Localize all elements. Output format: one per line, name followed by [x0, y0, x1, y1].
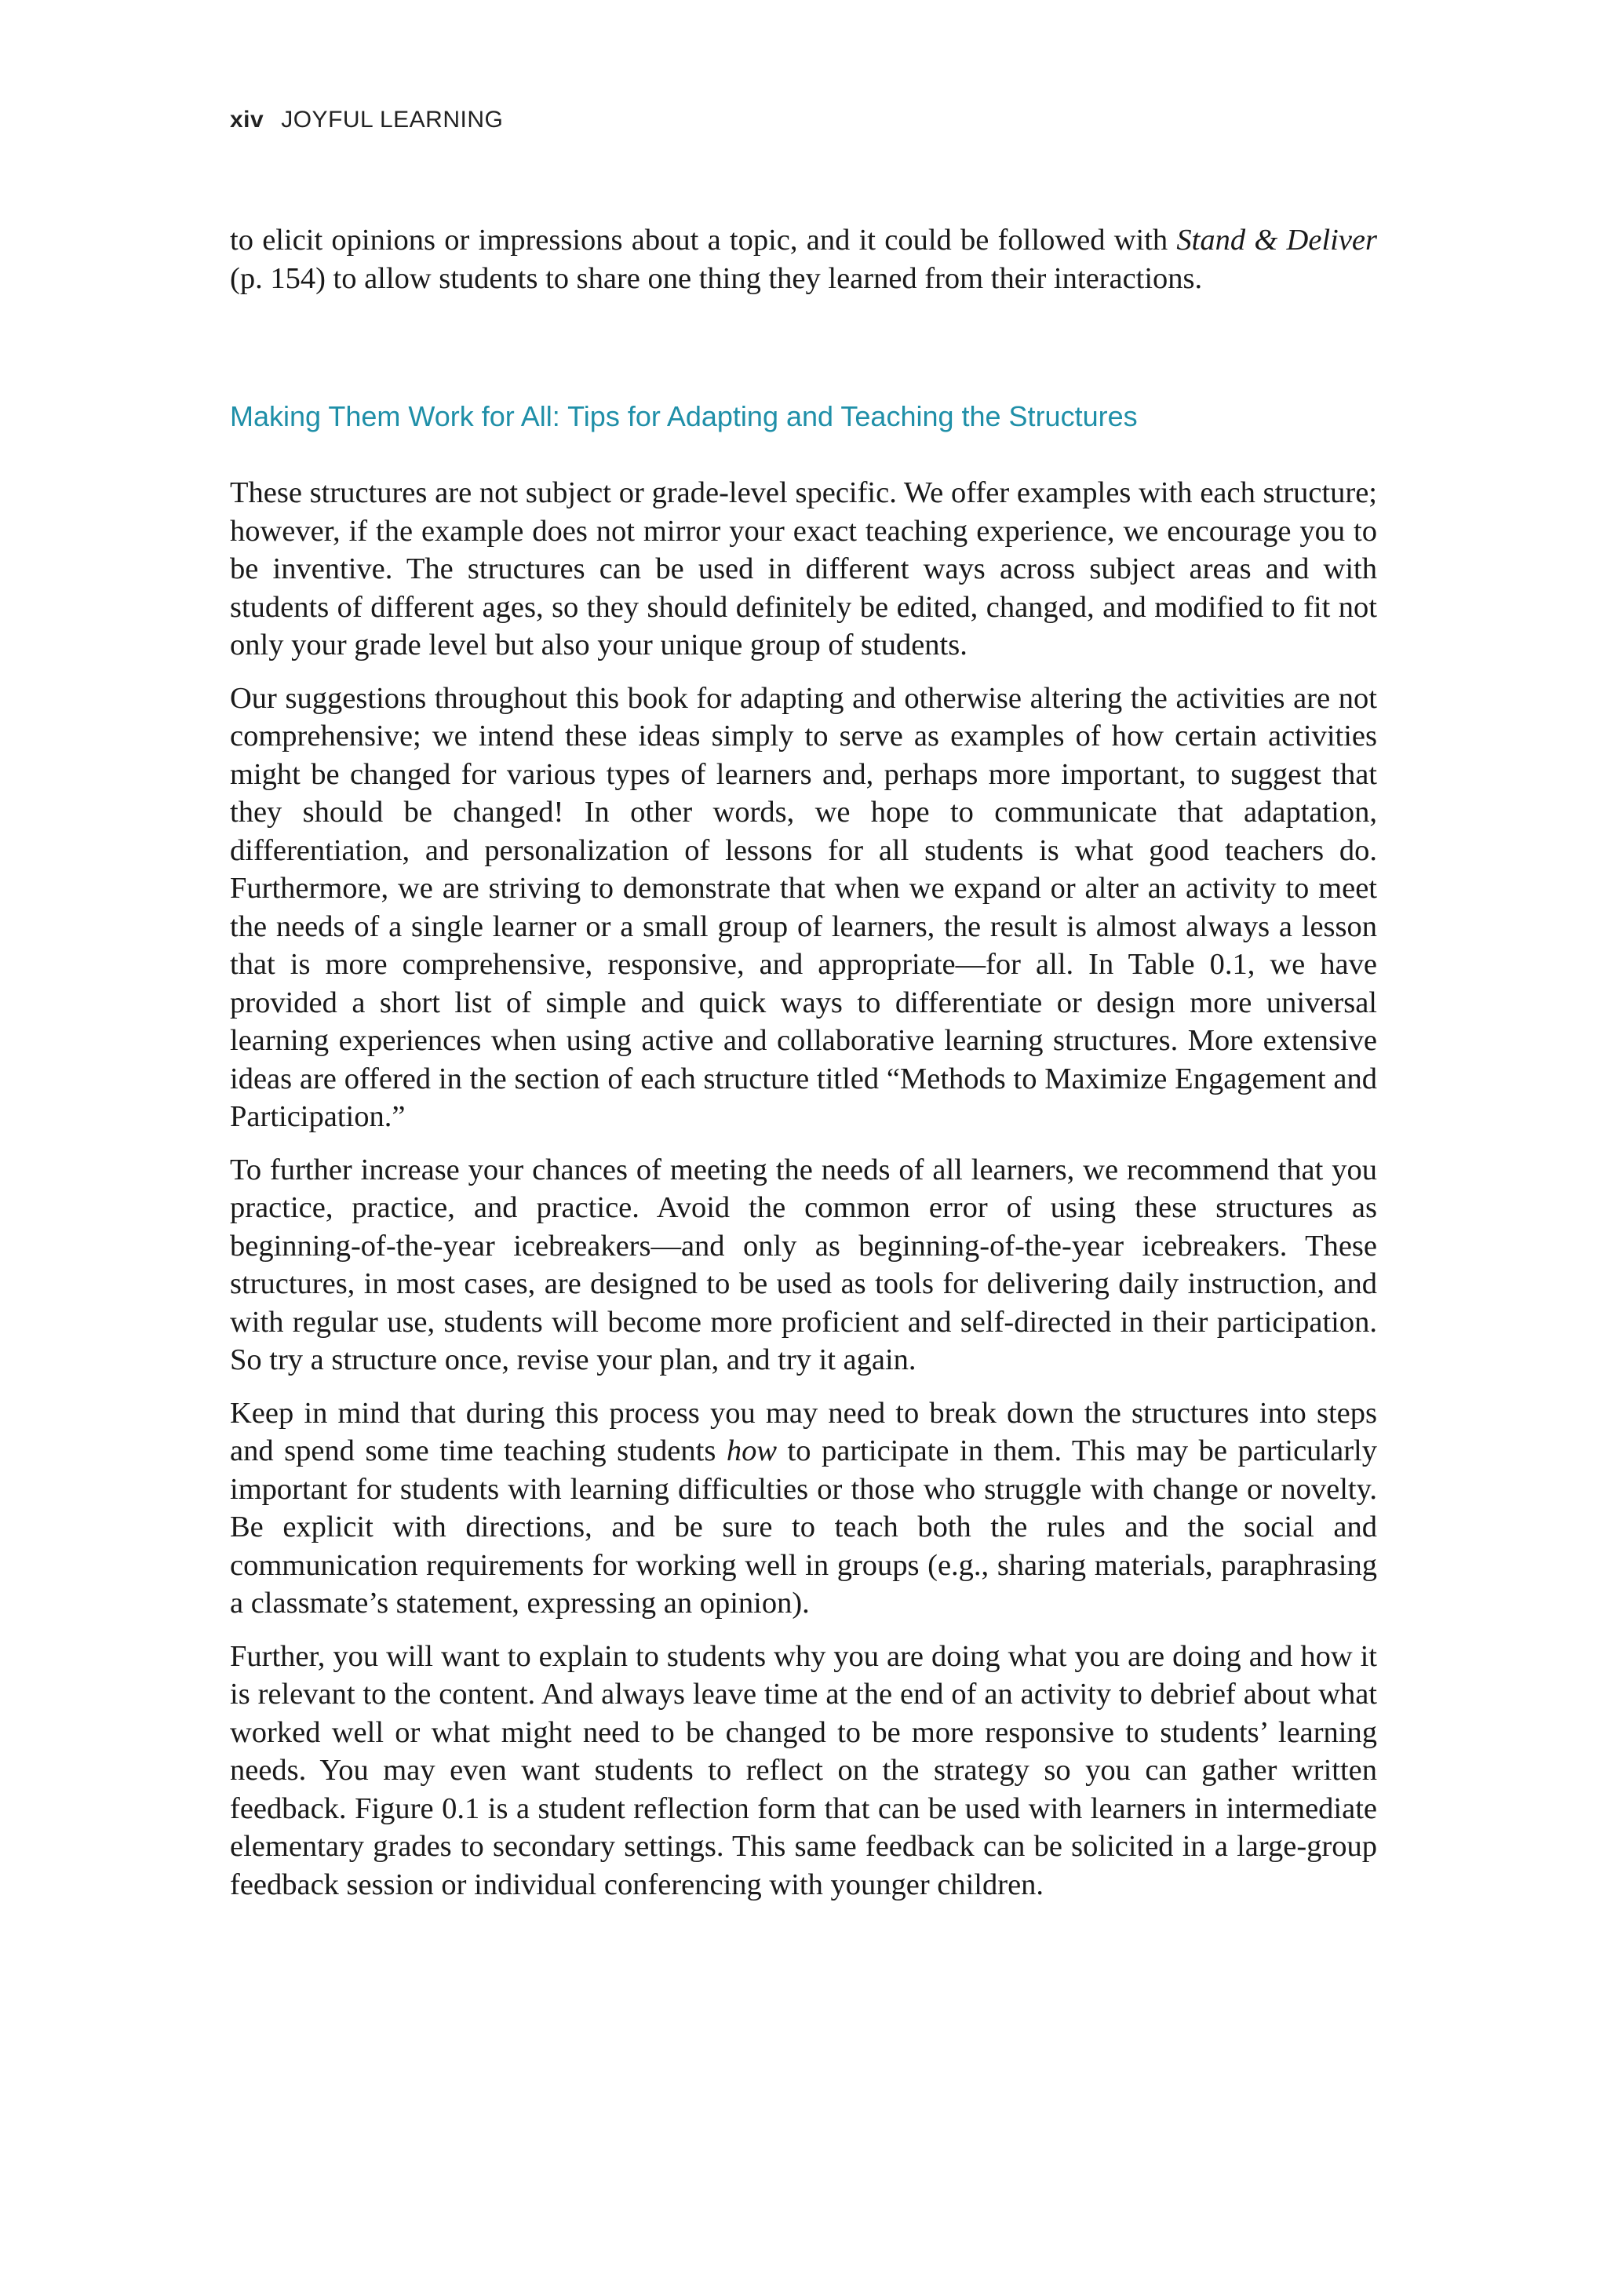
paragraph-2: Our suggestions throughout this book for adapting and otherwise altering the activities are not comprehensive; we intend these ideas simply to serve as examples of how certain activities might be changed for various types of learners and, perhaps more important, to suggest that they should be changed! In other words, we hope to communicate that adaptation, differentiation, and personalization of lessons for all students is what good teachers do. Furthermore, we are striving to demonstrate that when we expand or alter an activity to meet the needs of a single learner or a small group of learners, the result is almost always a lesson that is more comprehensive, responsive, and appropriate—for all. In Table 0.1, we have provided a short list of simple and quick ways to differentiate or design more universal learning experiences when using active and collaborative learning structures. More extensive ideas are offered in the section of each structure titled “Methods to Maximize Engagement and Participation.” [230, 681, 1377, 1133]
main-text-block [230, 474, 1377, 1919]
paragraph-4-italic: how [726, 1434, 778, 1467]
paragraph-1: These structures are not subject or grade-level specific. We offer examples with each structure; however, if the example does not mirror your exact teaching experience, we encourage you to be inventive. The structures can be used in different ways across subject areas and with students of different ages, so they should definitely be edited, changed, and modified to fit not only your grade level but also your unique group of students. [230, 476, 1377, 661]
paragraph-5: Further, you will want to explain to students why you are doing what you are doing and how it is relevant to the content. And always leave time at the end of an activity to debrief about what worked well or what might need to be changed to be more responsive to students’ learning needs. You may even want students to reflect on the strategy so you can gather written feedback. Figure 0.1 is a student reflection form that can be used with learners in intermediate elementary grades to secondary settings. This same feedback can be solicited in a large-group feedback session or individual conferencing with younger children. [230, 1639, 1377, 1901]
paragraph-4-text-2: to participate in them. This may be particularly important for students with learning difficulties or those who struggle with change or novelty. Be explicit with directions, and be sure to teach both the rules and the social and communication requirements for working well in groups (e.g., sharing materials, paraphrasing a classmate’s statement, expressing an opinion). [230, 1434, 1377, 1620]
lead-italic-title: Stand & Deliver [1176, 224, 1378, 257]
lead-text-1: to elicit opinions or impressions about a topic, and it could be followed with [230, 224, 1177, 257]
book-title: JOYFUL LEARNING [281, 107, 504, 133]
paragraph-4-text-1: Keep in mind that during this process you may need to break down the structures into steps and spend some time teaching students [230, 1396, 1377, 1467]
paragraph-3: To further increase your chances of meeting the needs of all learners, we recommend that you practice, practice, and practice. Avoid the common error of using these structures as beginning-of-the-year icebreakers—and only as beginning-of-the-year icebreakers. These structures, in most cases, are designed to be used as tools for delivering daily instruction, and with regular use, students will become more proficient and self-directed in their participation. So try a structure once, revise your plan, and try it again. [230, 1153, 1377, 1376]
lead-paragraph [230, 221, 1377, 297]
paragraph-4 [230, 1394, 1377, 1623]
section-heading: Making Them Work for All: Tips for Adapting and Teaching the Structures [230, 400, 1138, 432]
lead-paragraph-block [230, 221, 1377, 312]
page-number: xiv [230, 107, 264, 133]
lead-text-2: (p. 154) to allow students to share one thing they learned from their interactions. [230, 261, 1203, 295]
running-head [230, 107, 503, 133]
